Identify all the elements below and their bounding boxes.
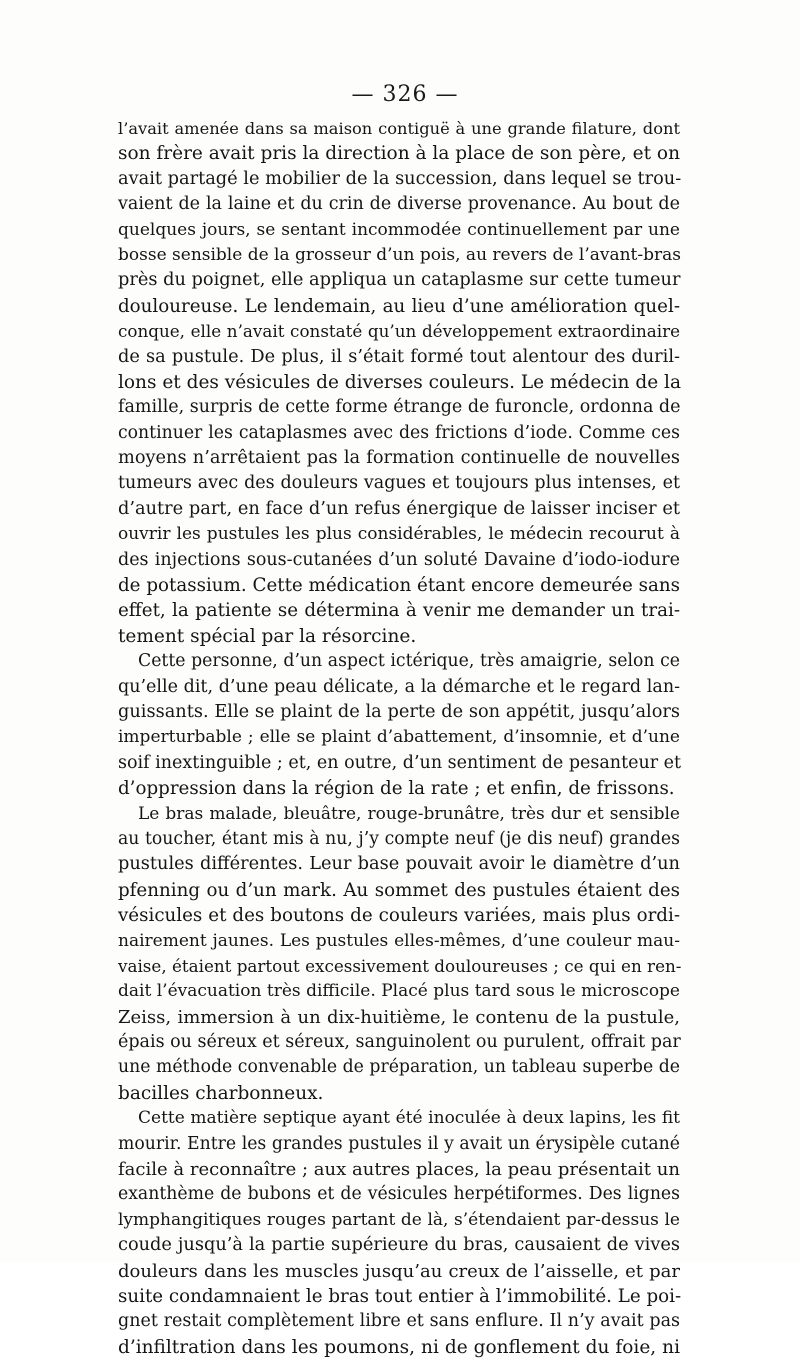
text-line: exanthème de bubons et de vésicules herpétiformes. Des lignes (118, 1184, 680, 1205)
text-line: lons et des vésicules de diverses couleurs. Le médecin de la (118, 371, 681, 393)
text-line: Cette matière septique ayant été inoculée à deux lapins, les fit (138, 1108, 680, 1129)
text-line: bacilles charbonneux. (118, 1082, 324, 1104)
text-line: vaise, étaient partout excessivement douloureuses ; ce qui en ren- (118, 955, 682, 976)
text-line: Zeiss, immersion à un dix-huitième, le contenu de la pustule, (118, 1006, 680, 1028)
text-line: au toucher, étant mis à nu, j’y compte neuf (je dis neuf) grandes (118, 828, 680, 849)
text-line: près du poignet, elle appliqua un cataplasme sur cette tumeur (118, 270, 681, 291)
text-line: bosse sensible de la grosseur d’un pois, au revers de l’avant-bras (118, 244, 681, 265)
text-line: vésicules et des boutons de couleurs variées, mais plus ordi- (118, 905, 680, 927)
text-line: effet, la patiente se détermina à venir me demander un trai- (118, 600, 680, 622)
text-line: Cette personne, d’un aspect ictérique, très amaigrie, selon ce (138, 651, 680, 672)
text-line: mourir. Entre les grandes pustules il y avait un érysipèle cutané (118, 1133, 680, 1154)
text-line: pustules différentes. Leur base pouvait avoir le diamètre d’un (118, 854, 680, 875)
text-line: coude jusqu’à la partie supérieure du bras, causaient de vives (118, 1235, 680, 1256)
text-line: vaient de la laine et du crin de diverse provenance. Au bout de (118, 194, 680, 215)
text-line: une méthode convenable de préparation, un tableau superbe de (118, 1057, 680, 1078)
text-line: facile à reconnaître ; aux autres places, la peau présentait un (118, 1159, 680, 1181)
text-line: d’oppression dans la région de la rate ; et enfin, de frissons. (118, 778, 675, 800)
text-line: moyens n’arrêtaient pas la formation continuelle de nouvelles (118, 448, 680, 469)
text-line: d’autre part, en face d’un refus énergique de laisser inciser et (118, 498, 680, 519)
text-line: tumeurs avec des douleurs vagues et toujours plus intenses, et (118, 473, 680, 494)
text-line: soif inextinguible ; et, en outre, d’un sentiment de pesanteur et (118, 752, 682, 773)
text-line: de sa pustule. De plus, il s’était formé tout alentour des duril- (118, 346, 680, 367)
text-line: nairement jaunes. Les pustules elles-mêmes, d’une couleur mau- (118, 930, 680, 951)
text-line: suite condamnaient le bras tout entier à l’immobilité. Le poi- (118, 1285, 682, 1307)
text-line: guissants. Elle se plaint de la perte de son appétit, jusqu’alors (118, 701, 680, 722)
text-line: douloureuse. Le lendemain, au lieu d’une amélioration quel- (118, 295, 680, 317)
text-line: douleurs dans les muscles jusqu’au creux de l’aisselle, et par (118, 1260, 680, 1282)
text-line: des injections sous-cutanées d’un soluté Davaine d’iodo-iodure (118, 549, 680, 570)
text-line: imperturbable ; elle se plaint d’abattement, d’insomnie, et d’une (118, 727, 680, 748)
text-line: qu’elle dit, d’une peau délicate, a la démarche et le regard lan- (118, 676, 680, 697)
text-line: avait partagé le mobilier de la succession, dans lequel se trou- (118, 168, 682, 189)
text-line: de potassium. Cette médication étant encore demeurée sans (118, 575, 680, 597)
text-line: ouvrir les pustules les plus considérables, le médecin recourut à (118, 524, 680, 545)
text-line: quelques jours, se sentant incommodée continuellement par une (118, 219, 680, 240)
text-line: conque, elle n’avait constaté qu’un développement extraordinaire (118, 321, 680, 342)
text-line: continuer les cataplasmes avec des frictions d’iode. Comme ces (118, 422, 680, 443)
page-number: — 326 — (351, 82, 459, 107)
text-line: l’avait amenée dans sa maison contiguë à une grande filature, dont (118, 119, 680, 138)
text-line: Le bras malade, bleuâtre, rouge-brunâtre, très dur et sensible (138, 803, 680, 824)
text-line: famille, surpris de cette forme étrange de furoncle, ordonna de (118, 397, 681, 418)
body-text (118, 116, 680, 1360)
text-line: pfenning ou d’un mark. Au sommet des pustules étaient des (118, 879, 680, 901)
text-line: d’infiltration dans les poumons, ni de gonflement du foie, ni (118, 1336, 680, 1358)
text-line: lymphangitiques rouges partant de là, s’étendaient par-dessus le (118, 1209, 680, 1230)
text-line: gnet restait complètement libre et sans enflure. Il n’y avait pas (118, 1311, 680, 1332)
text-line: tement spécial par la résorcine. (118, 625, 417, 647)
text-line: épais ou séreux et séreux, sanguinolent ou purulent, offrait par (118, 1032, 681, 1053)
text-line: dait l’évacuation très difficile. Placé plus tard sous le microscope (118, 981, 680, 1002)
text-line: son frère avait pris la direction à la place de son père, et on (118, 143, 680, 165)
